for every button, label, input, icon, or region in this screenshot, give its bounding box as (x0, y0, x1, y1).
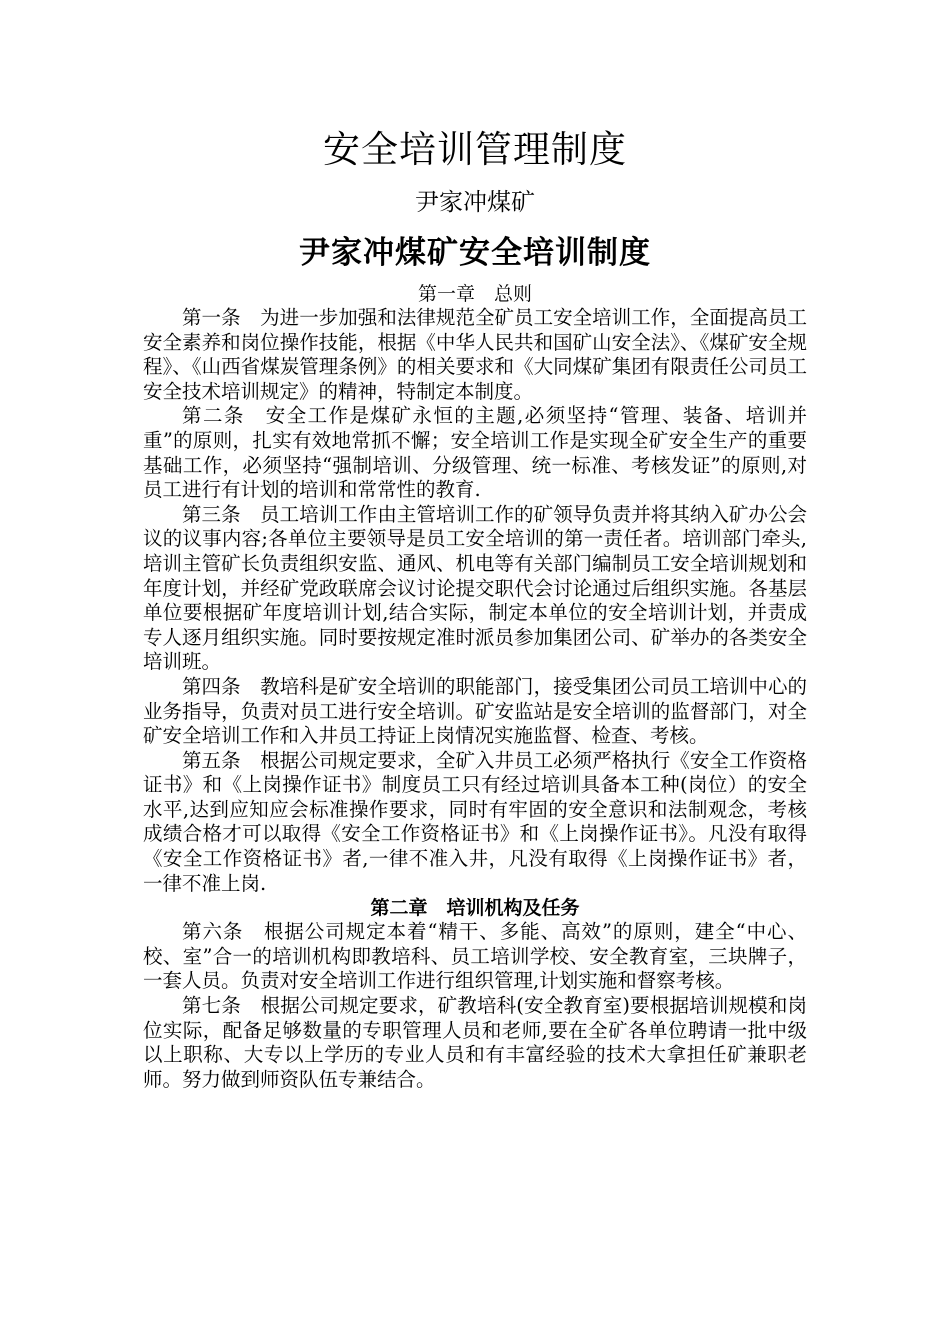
article-6: 第六条 根据公司规定本着“精干、多能、高效”的原则，建全“中心、校、室”合一的培训机构即教培科、员工培训学校、安全教育室，三块牌子，一套人员。负责对安全培训工作进行组织管理,计划实施和督察考核。 (143, 920, 807, 993)
article-1: 第一条 为进一步加强和法律规范全矿员工安全培训工作，全面提高员工安全素养和岗位操作技能，根据《中华人民共和国矿山安全法》、《煤矿安全规程》、《山西省煤炭管理条例》的相关要求和《大同煤矿集团有限责任公司员工安全技术培训规定》的精神，特制定本制度。 (143, 306, 807, 403)
document-subtitle: 尹家冲煤矿 (415, 188, 535, 216)
chapter-1-title: 第一章 总则 (417, 283, 532, 305)
document-heading: 尹家冲煤矿安全培训制度 (299, 235, 651, 271)
chapter-2-title: 第二章 培训机构及任务 (370, 897, 580, 920)
document-title: 安全培训管理制度 (323, 128, 627, 171)
article-2: 第二条 安全工作是煤矿永恒的主题,必须坚持“管理、装备、培训并重”的原则，扎实有效地常抓不懈；安全培训工作是实现全矿安全生产的重要基础工作，必须坚持“强制培训、分级管理、统一标准、考核发证”的原则,对员工进行有计划的培训和常常性的教育. (143, 404, 807, 502)
document-page (143, 120, 807, 1092)
article-5: 第五条 根据公司规定要求，全矿入井员工必须严格执行《安全工作资格证书》和《上岗操作证书》制度员工只有经过培训具备本工种(岗位）的安全水平,达到应知应会标准操作要求，同时有牢固的安全意识和法制观念，考核成绩合格才可以取得《安全工作资格证书》和《上岗操作证书》。凡没有取得《安全工作资格证书》者,一律不准入井，凡没有取得《上岗操作证书》者，一律不准上岗. (143, 748, 807, 895)
chapter-2 (143, 896, 807, 1092)
article-7: 第七条 根据公司规定要求，矿教培科(安全教育室)要根据培训规模和岗位实际，配备足够数量的专职管理人员和老师,要在全矿各单位聘请一批中级以上职称、大专以上学历的专业人员和有丰富经验的技术大拿担任矿兼职老师。努力做到师资队伍专兼结合。 (143, 994, 807, 1091)
chapter-1 (143, 282, 807, 896)
article-4: 第四条 教培科是矿安全培训的职能部门，接受集团公司员工培训中心的业务指导，负责对员工进行安全培训。矿安监站是安全培训的监督部门，对全矿安全培训工作和入井员工持证上岗情况实施监督、检查、考核。 (143, 674, 807, 748)
article-3: 第三条 员工培训工作由主管培训工作的矿领导负责并将其纳入矿办公会议的议事内容;各单位主要领导是员工安全培训的第一责任者。培训部门牵头,培训主管矿长负责组织安监、通风、机电等有关部门编制员工安全培训规划和年度计划，并经矿党政联席会议讨论提交职代会讨论通过后组织实施。各基层单位要根据矿年度培训计划,结合实际，制定本单位的安全培训计划，并责成专人逐月组织实施。同时要按规定准时派员参加集团公司、矿举办的各类安全培训班。 (143, 502, 807, 674)
